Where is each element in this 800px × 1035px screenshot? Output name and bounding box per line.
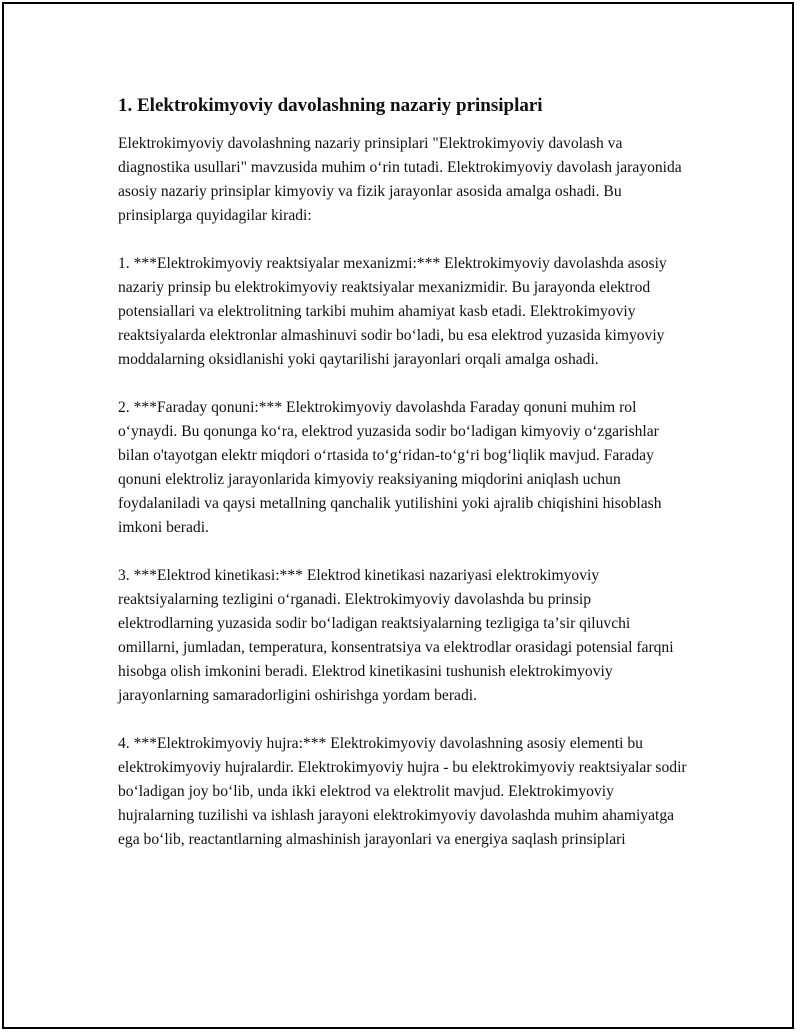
section-title: 1. Elektrokimyoviy davolashning nazariy prinsiplari [118,95,543,116]
paragraph-reaction-mechanism: 1. ***Elektrokimyoviy reaktsiyalar mexanizmi:*** Elektrokimyoviy davolashda asosiy nazariy prinsip bu elektrokimyoviy reaktsiyalar mexanizmidir. Bu jarayonda elektrod potensiallari va elektrolitning tarkibi muhim ahamiyat kasb etadi. Elektrokimyoviy reaktsiyalarda elektronlar almashinuvi sodir boʻladi, bu esa elektrod yuzasida kimyoviy moddalarning oksidlanishi yoki qaytarilishi jarayonlari orqali amalga oshadi. [118,255,667,368]
paragraph-faraday-law: 2. ***Faraday qonuni:*** Elektrokimyoviy davolashda Faraday qonuni muhim rol oʻynaydi. Bu qonunga koʻra, elektrod yuzasida sodir boʻladigan kimyoviy oʻzgarishlar bilan o'tayotgan elektr miqdori oʻrtasida toʻgʻridan-toʻgʻri bogʻliqlik mavjud. Faraday qonuni elektroliz jarayonlarida kimyoviy reaksiyaning miqdorini aniqlash uchun foydalaniladi va qaysi metallning qanchalik yutilishini yoki ajralib chiqishini hisoblash imkoni beradi. [118,399,662,536]
paragraph-electrochemical-cell: 4. ***Elektrokimyoviy hujra:*** Elektrokimyoviy davolashning asosiy elementi bu elektrokimyoviy hujralardir. Elektrokimyoviy hujra - bu elektrokimyoviy reaktsiyalar sodir boʻladigan joy boʻlib, unda ikki elektrod va elektrolit mavjud. Elektrokimyoviy hujralarning tuzilishi va ishlash jarayoni elektrokimyoviy davolashda muhim ahamiyatga ega boʻlib, reactantlarning almashinish jarayonlari va energiya saqlash prinsiplari [118,735,687,848]
document-body [118,92,688,876]
intro-paragraph: Elektrokimyoviy davolashning nazariy prinsiplari "Elektrokimyoviy davolash va diagnostika usullari" mavzusida muhim oʻrin tutadi. Elektrokimyoviy davolash jarayonida asosiy nazariy prinsiplar kimyoviy va fizik jarayonlar asosida amalga oshadi. Bu prinsiplarga quyidagilar kiradi: [118,135,682,224]
paragraph-electrode-kinetics: 3. ***Elektrod kinetikasi:*** Elektrod kinetikasi nazariyasi elektrokimyoviy reaktsiyalarning tezligini oʻrganadi. Elektrokimyoviy davolashda bu prinsip elektrodlarning yuzasida sodir boʻladigan reaktsiyalarning tezligiga taʼsir qiluvchi omillarni, jumladan, temperatura, konsentratsiya va elektrodlar orasidagi potensial farqni hisobga olish imkonini beradi. Elektrod kinetikasini tushunish elektrokimyoviy jarayonlarning samaradorligini oshirishga yordam beradi. [118,567,674,704]
